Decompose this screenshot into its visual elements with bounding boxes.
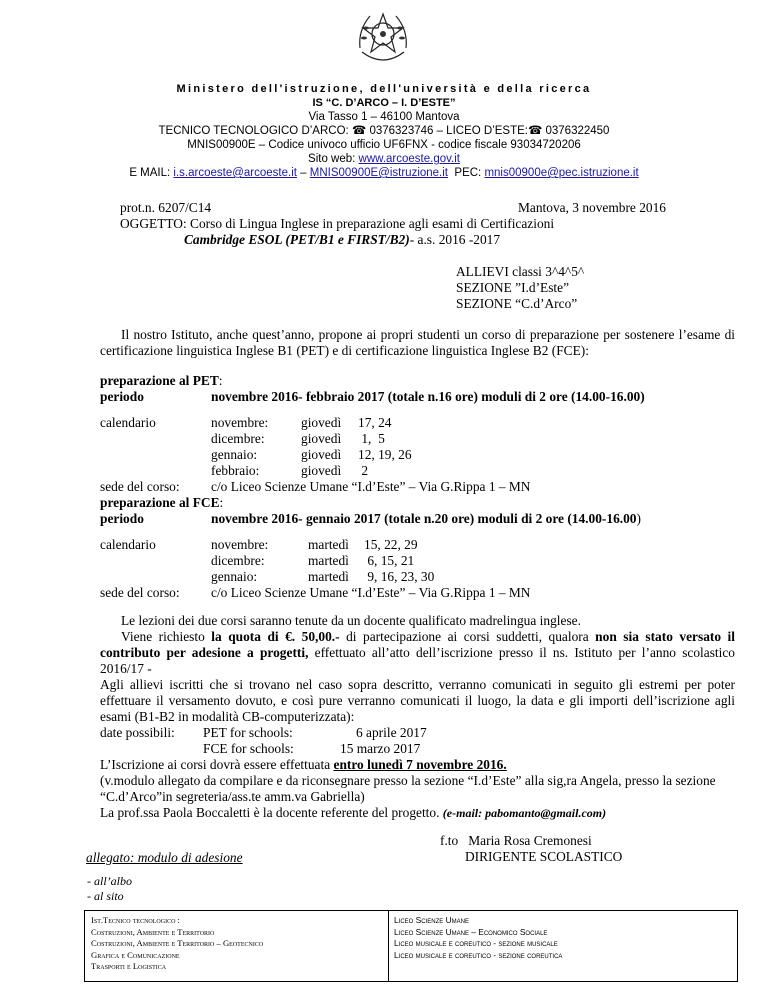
pet-cal-month: novembre: <box>211 415 269 430</box>
fce-cal-month: dicembre: <box>211 553 265 568</box>
fce-period: novembre 2016- gennaio 2017 (totale n.20 ore) moduli di 2 ore (14.00-16.00 <box>211 511 637 526</box>
fce-cal-month: novembre: <box>211 537 269 552</box>
pet-cal-month: dicembre: <box>211 431 265 446</box>
referent-line: La prof.ssa Paola Boccaletti è la docente referente del progetto. (e-mail: pabomanto@gmail.com) <box>100 805 607 820</box>
subject-course-line <box>184 232 500 248</box>
pet-schools-label: PET for schools: <box>203 725 293 740</box>
distribution-albo: - all’albo <box>87 874 132 888</box>
footer-line: Liceo musicale e coreutico - sezione coreutica <box>394 949 563 960</box>
fce-venue-label: sede del corso: <box>100 585 180 600</box>
fce-cal-dates: 9, 16, 23, 30 <box>364 569 435 584</box>
footer-line: Trasporti e Logistica <box>91 961 167 972</box>
recipient-section-arco: SEZIONE “C.d’Arco” <box>456 296 578 311</box>
footer-line: Liceo Scienze Umane – Economico Sociale <box>394 926 548 937</box>
fce-cal-dates: 15, 22, 29 <box>364 537 418 552</box>
enrollment-deadline: L’Iscrizione ai corsi dovrà essere effettuata entro lunedì 7 novembre 2016. <box>100 757 507 772</box>
attachment-note: allegato: modulo di adesione <box>86 850 243 865</box>
footer-line: Grafica e Comunicazione <box>91 949 180 960</box>
pet-cal-month: febbraio: <box>211 463 260 478</box>
pet-exam-date: 6 aprile 2017 <box>356 725 427 740</box>
footer-line: Costruzioni, Ambiente e Territorio <box>91 926 215 937</box>
pet-cal-dates: 12, 19, 26 <box>358 447 412 462</box>
footer-line: Liceo Scienze Umane <box>394 915 469 925</box>
fce-period-label: periodo <box>100 511 144 526</box>
pet-period: novembre 2016- febbraio 2017 (totale n.16 ore) moduli di 2 ore (14.00-16.00) <box>211 389 645 404</box>
school-address: Via Tasso 1 – 46100 Mantova <box>308 111 460 123</box>
fce-cal-day: martedì <box>308 569 349 584</box>
pet-cal-day: giovedì <box>301 447 342 462</box>
pec-label: PEC: <box>454 167 482 179</box>
email-separator: – <box>300 167 307 179</box>
email-label: E MAIL: <box>129 167 171 179</box>
pec-link[interactable]: mnis00900e@pec.istruzione.it <box>484 167 639 179</box>
subject-course: Cambridge ESOL (PET/B1 e FIRST/B2) <box>184 232 410 247</box>
referent-email: (e-mail: pabomanto@gmail.com) <box>442 806 607 820</box>
exam-info-paragraph: Agli allievi iscritti che si trovano nel caso sopra descritto, verranno comunicati in seguito gli estremi per poter effettuare il versamento dovuto, e così pure verranno comunicati il luogo, la data e gli importi dell’iscrizione agli esami (B1-B2 in modalità CB-computerizzata): <box>100 677 735 724</box>
place-date: Mantova, 3 novembre 2016 <box>517 200 666 215</box>
fce-exam-date: 15 marzo 2017 <box>340 741 421 756</box>
pet-cal-day: giovedì <box>301 431 342 446</box>
intro-paragraph: Il nostro Istituto, anche quest’anno, propone ai propri studenti un corso di preparazione per sostenere l’esame di certificazione linguistica Inglese B1 (PET) e di certificazione linguistica Inglese B2 (FCE): <box>100 327 735 358</box>
email-link-school[interactable]: i.s.arcoeste@arcoeste.it <box>173 167 297 179</box>
footer-line: Costruzioni, Ambiente e Territorio – Geotecnico <box>91 938 264 949</box>
teachers-info: Le lezioni dei due corsi saranno tenute da un docente qualificato madrelingua inglese. <box>121 613 581 628</box>
fce-venue: c/o Liceo Scienze Umane “I.d’Este” – Via G.Rippa 1 – MN <box>211 585 531 600</box>
pet-heading: preparazione al PET: <box>100 373 223 388</box>
form-info: (v.modulo allegato da compilare e da riconsegnare presso la sezione “I.d’Este” alla sig,ra Angela, presso la sezione “C.d’Arco”in segreteria/ass.te amm.va Gabriella) <box>100 773 716 804</box>
email-line <box>0 166 768 181</box>
fce-heading: preparazione al FCE: <box>100 495 224 510</box>
fce-cal-dates: 6, 15, 21 <box>364 553 415 568</box>
fce-schools-label: FCE for schools: <box>203 741 294 756</box>
fce-cal-month: gennaio: <box>211 569 258 584</box>
school-name: IS “C. D’ARCO – I. D’ESTE” <box>312 97 456 109</box>
dates-label: date possibili: <box>100 725 175 740</box>
pet-cal-day: giovedì <box>301 463 342 478</box>
pet-period-label: periodo <box>100 389 144 404</box>
pet-cal-dates: 1, 5 <box>358 431 385 446</box>
fee-paragraph: Viene richiesto la quota di €. 50,00.- di partecipazione ai corsi suddetti, qualora non sia stato versato il contributo per adesione a progetti, effettuato all’atto dell’iscrizione presso il ns. Istituto per l’anno scolastico 2016/17 - <box>100 629 735 676</box>
signature-name: f.to Maria Rosa Cremonesi <box>440 833 592 848</box>
ministry-name: Ministero dell'istruzione, dell'università e della ricerca <box>176 83 592 95</box>
pet-cal-dates: 17, 24 <box>358 415 392 430</box>
footer-box <box>84 910 738 982</box>
fce-cal-day: martedì <box>308 553 349 568</box>
distribution-sito: - al sito <box>87 889 124 903</box>
website-label: Sito web: <box>308 153 356 165</box>
pet-cal-month: gennaio: <box>211 447 258 462</box>
recipient-classes: ALLIEVI classi 3^4^5^ <box>456 264 585 279</box>
website-line <box>0 152 768 167</box>
website-link[interactable]: www.arcoeste.gov.it <box>358 153 460 165</box>
school-phones: TECNICO TECNOLOGICO D’ARCO: ☎ 0376323746 – LICEO D’ESTE:☎ 0376322450 <box>158 125 610 137</box>
pet-cal-dates: 2 <box>358 463 369 478</box>
signature-title: DIRIGENTE SCOLASTICO <box>465 849 623 864</box>
pet-venue: c/o Liceo Scienze Umane “I.d’Este” – Via G.Rippa 1 – MN <box>211 479 531 494</box>
email-link-ministry[interactable]: MNIS00900E@istruzione.it <box>309 167 449 179</box>
footer-divider <box>388 911 389 981</box>
recipient-section-este: SEZIONE ”I.d’Este” <box>456 280 570 295</box>
fce-period-line: novembre 2016- gennaio 2017 (totale n.20 ore) moduli di 2 ore (14.00-16.00) <box>211 511 641 526</box>
pet-cal-day: giovedì <box>301 415 342 430</box>
school-codes: MNIS00900E – Codice univoco ufficio UF6FNX - codice fiscale 93034720206 <box>187 139 581 151</box>
subject-label: OGGETTO: Corso di Lingua Inglese in preparazione agli esami di Certificazioni <box>120 216 555 231</box>
fce-cal-day: martedì <box>308 537 349 552</box>
republic-emblem-icon <box>354 8 412 70</box>
footer-technical-courses <box>91 915 263 973</box>
footer-liceo-courses <box>394 915 562 961</box>
footer-line: Liceo musicale e coreutico - sezione musicale <box>394 938 558 949</box>
fce-calendar-label: calendario <box>100 537 156 552</box>
protocol-number: prot.n. 6207/C14 <box>120 200 212 215</box>
pet-calendar-label: calendario <box>100 415 156 430</box>
footer-line: Ist.Tecnico tecnologico : <box>91 915 180 925</box>
subject-year: - a.s. 2016 -2017 <box>409 232 501 247</box>
pet-venue-label: sede del corso: <box>100 479 180 494</box>
